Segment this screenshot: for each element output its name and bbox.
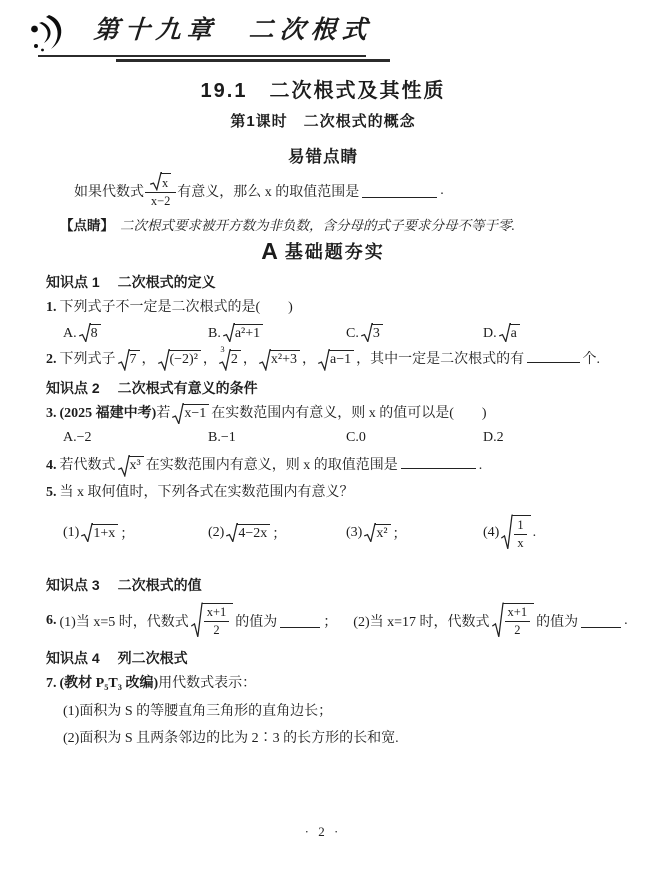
- item-label: (4): [483, 524, 500, 540]
- separator: .: [624, 612, 628, 628]
- knowledge-point-label: 知识点 4: [46, 650, 100, 667]
- knowledge-point-2: [46, 378, 600, 398]
- chapter-logo-icon: [28, 12, 72, 56]
- radical-sign-icon: [219, 349, 231, 371]
- question-tail: 个.: [582, 352, 600, 368]
- question-1: [46, 298, 600, 318]
- question-post: 在实数范围内有意义，则 x 的值可以是( ): [211, 406, 487, 422]
- separator: ；: [392, 526, 407, 542]
- question-2: [46, 343, 600, 370]
- question-5-items: [63, 513, 600, 553]
- radical-sign-icon: [364, 523, 376, 543]
- radicand: x³: [129, 456, 144, 474]
- radical-sign-icon: [499, 323, 511, 343]
- radical-sign-icon: [118, 349, 130, 371]
- radical-sign-icon: [118, 455, 130, 477]
- question-7-sub-1: (1)面积为 S 的等腰直角三角形的直角边长；: [63, 703, 333, 719]
- option-a: A.−2: [63, 430, 92, 446]
- sqrt-formula: [172, 404, 209, 425]
- sub-item-2: [208, 523, 346, 543]
- question-7: [46, 674, 600, 694]
- section-title: 19.1 二次根式及其性质: [200, 80, 446, 102]
- question-tail: .: [478, 458, 483, 474]
- separator: ，: [302, 352, 317, 368]
- question-number: 7.: [46, 676, 57, 692]
- question-number: 1.: [46, 299, 57, 315]
- answer-blank: [581, 613, 621, 628]
- separator: ，: [356, 352, 371, 368]
- radical-sign-icon: [150, 172, 162, 191]
- period: .: [440, 182, 444, 198]
- tip-label: 【点睛】: [60, 217, 114, 233]
- sqrt-fraction-formula: [492, 603, 535, 639]
- option-b: B.−1: [208, 430, 236, 446]
- knowledge-point-3: [46, 575, 600, 595]
- question-text: 下列式子不一定是二次根式的是( ): [59, 299, 293, 315]
- sub-item-4: [483, 515, 600, 551]
- question-1-options: [63, 324, 600, 343]
- radicand: a−1: [329, 350, 354, 368]
- fraction-numerator: x+1: [507, 605, 528, 620]
- separator: ，: [242, 352, 257, 368]
- lesson-title: 第1课时 二次根式的概念: [230, 113, 416, 130]
- knowledge-point-title: 二次根式的值: [117, 576, 202, 593]
- sqrt-formula: [499, 324, 520, 343]
- radical-sign-icon: [158, 349, 170, 371]
- fraction: [514, 518, 526, 551]
- question-number: 2.: [46, 352, 57, 368]
- knowledge-point-title: 列二次根式: [117, 650, 188, 667]
- radical-sign-icon: [191, 602, 203, 639]
- radicand: a: [510, 324, 520, 342]
- radicand: x²+3: [270, 350, 300, 368]
- radicand: 4−2x: [237, 524, 270, 542]
- fraction-sqrt-x-over-x-minus-2: [145, 173, 176, 209]
- knowledge-point-title: 二次根式的定义: [117, 273, 216, 290]
- radicand: [202, 603, 234, 639]
- radical-sign-icon: [492, 602, 504, 639]
- tip-text: 二次根式要求被开方数为非负数，含分母的式子要求分母不等于零.: [120, 217, 515, 233]
- radicand: [512, 515, 530, 551]
- section-a-heading: [46, 238, 600, 265]
- sqrt-formula: [364, 524, 390, 543]
- fraction: [505, 605, 531, 638]
- sub-item-1: [63, 523, 208, 543]
- radicand: x−1: [183, 404, 209, 422]
- radical-sign-icon: [81, 523, 93, 543]
- separator: ；: [323, 614, 338, 630]
- question-source: (教材 P₅T₃ 改编): [59, 676, 159, 692]
- fraction-numerator: x+1: [206, 605, 227, 620]
- separator: ，: [202, 352, 217, 368]
- option-c: [346, 324, 483, 343]
- error-question-pre: 如果代数式: [74, 184, 144, 200]
- question-6-part-2: [353, 603, 627, 639]
- chapter-header: [28, 10, 600, 64]
- option-label: A.: [63, 326, 77, 342]
- chapter-title: 第十九章 二次根式: [92, 17, 374, 44]
- question-post: 其中一定是二次根式的有: [370, 352, 525, 368]
- radicand: a²+1: [234, 324, 263, 342]
- radical-sign-icon: [318, 349, 330, 371]
- sqrt-formula: [223, 324, 263, 343]
- sqrt-formula: [158, 350, 201, 371]
- sub-item-3: [346, 523, 483, 543]
- question-post: 用代数式表示：: [158, 676, 257, 692]
- answer-blank: [401, 454, 476, 469]
- radical-sign-icon: [79, 323, 91, 343]
- question-number: 5.: [46, 484, 57, 500]
- radicand: 2: [230, 350, 241, 368]
- option-label: B.: [208, 326, 221, 342]
- knowledge-point-title: 二次根式有意义的条件: [117, 379, 258, 396]
- item-label: (2): [208, 524, 225, 540]
- sqrt-fraction-formula: [501, 515, 530, 551]
- fraction-denominator: x−2: [145, 192, 176, 209]
- sqrt-formula: [79, 324, 101, 343]
- radicand: 1+x: [92, 524, 118, 542]
- sqrt-formula: [81, 524, 118, 543]
- section-a-badge: A: [261, 237, 278, 264]
- part-post: 的值为: [536, 614, 579, 630]
- item-label: (1): [63, 524, 80, 540]
- radicand: (−2)²: [169, 350, 201, 368]
- sqrt-fraction-formula: [191, 603, 234, 639]
- separator: ；: [120, 526, 135, 542]
- error-question-post: 有意义，那么 x 的取值范围是: [177, 184, 360, 200]
- error-spot-question: [74, 173, 600, 209]
- question-3-options: [63, 430, 600, 446]
- sqrt-formula: [118, 350, 140, 371]
- radicand: 3: [372, 324, 383, 342]
- question-number: 3.: [46, 406, 57, 422]
- error-spot-heading: 易错点睛: [288, 148, 358, 166]
- sqrt-formula: [226, 524, 270, 543]
- sqrt-formula: [361, 324, 383, 343]
- header-underline-thin: [38, 55, 366, 57]
- answer-blank: [527, 348, 579, 363]
- section-a-title: 基础题夯实: [284, 241, 385, 262]
- sqrt-formula: [259, 350, 300, 371]
- option-b: [208, 324, 346, 343]
- knowledge-point-1: [46, 272, 600, 292]
- separator: ；: [272, 526, 287, 542]
- radicand: [503, 603, 535, 639]
- radicand: 7: [129, 350, 140, 368]
- radical-sign-icon: [501, 514, 513, 551]
- knowledge-point-4: [46, 648, 600, 668]
- question-pre: 若: [156, 406, 171, 422]
- option-label: D.: [483, 326, 497, 342]
- option-c: C.0: [346, 430, 366, 446]
- fraction-numerator: 1: [517, 517, 524, 532]
- sqrt-formula: [318, 350, 354, 371]
- question-text: 当 x 取何值时，下列各式在实数范围内有意义？: [59, 484, 354, 500]
- option-a: [63, 324, 208, 343]
- question-pre: 若代数式: [59, 458, 116, 474]
- knowledge-point-label: 知识点 3: [46, 576, 100, 593]
- fraction: [204, 605, 230, 638]
- root-index: 3: [220, 343, 225, 354]
- question-7-sub-2: (2)面积为 S 且两条邻边的比为 2∶3 的长方形的长和宽.: [63, 730, 399, 746]
- page-number: · 2 ·: [304, 824, 342, 839]
- question-3: [46, 404, 600, 425]
- option-label: C.: [346, 326, 359, 342]
- option-d: D.2: [483, 430, 504, 446]
- fraction-denominator: x: [514, 534, 526, 551]
- item-label: (3): [346, 524, 363, 540]
- answer-blank: [280, 613, 320, 628]
- tip-line: [60, 214, 600, 234]
- sqrt-formula: [118, 456, 144, 477]
- answer-blank: [362, 183, 437, 198]
- radical-sign-icon: [223, 323, 235, 343]
- option-d: [483, 324, 600, 343]
- fraction-denominator: 2: [505, 621, 531, 638]
- radicand: 8: [90, 324, 101, 342]
- radical-sign-icon: [361, 323, 373, 343]
- fraction-numerator: [145, 173, 176, 192]
- question-6-part-1: [60, 603, 338, 639]
- knowledge-point-label: 知识点 2: [46, 379, 100, 396]
- radical-sign-icon: [259, 349, 271, 371]
- part-pre: (2)当 x=17 时，代数式: [353, 614, 490, 630]
- knowledge-point-label: 知识点 1: [46, 273, 100, 290]
- part-post: 的值为: [235, 614, 278, 630]
- header-underline-thick: [116, 59, 390, 62]
- question-6: [46, 603, 628, 639]
- radical-sign-icon: [226, 523, 238, 543]
- separator: ，: [141, 352, 156, 368]
- question-4: [46, 454, 600, 476]
- fraction-denominator: 2: [204, 621, 230, 638]
- sqrt-formula: [150, 173, 171, 191]
- radical-sign-icon: [172, 403, 184, 425]
- question-number: 4.: [46, 458, 57, 474]
- separator: .: [532, 524, 537, 540]
- radicand: x²: [375, 524, 390, 542]
- part-pre: (1)当 x=5 时，代数式: [59, 614, 189, 630]
- question-number: 6.: [46, 612, 57, 628]
- question-pre: 下列式子: [59, 352, 116, 368]
- radicand: x: [161, 173, 171, 190]
- question-source: (2025 福建中考): [59, 406, 157, 422]
- cube-root-formula: [219, 343, 241, 371]
- question-5: [46, 483, 600, 503]
- question-post: 在实数范围内有意义，则 x 的取值范围是: [145, 458, 398, 474]
